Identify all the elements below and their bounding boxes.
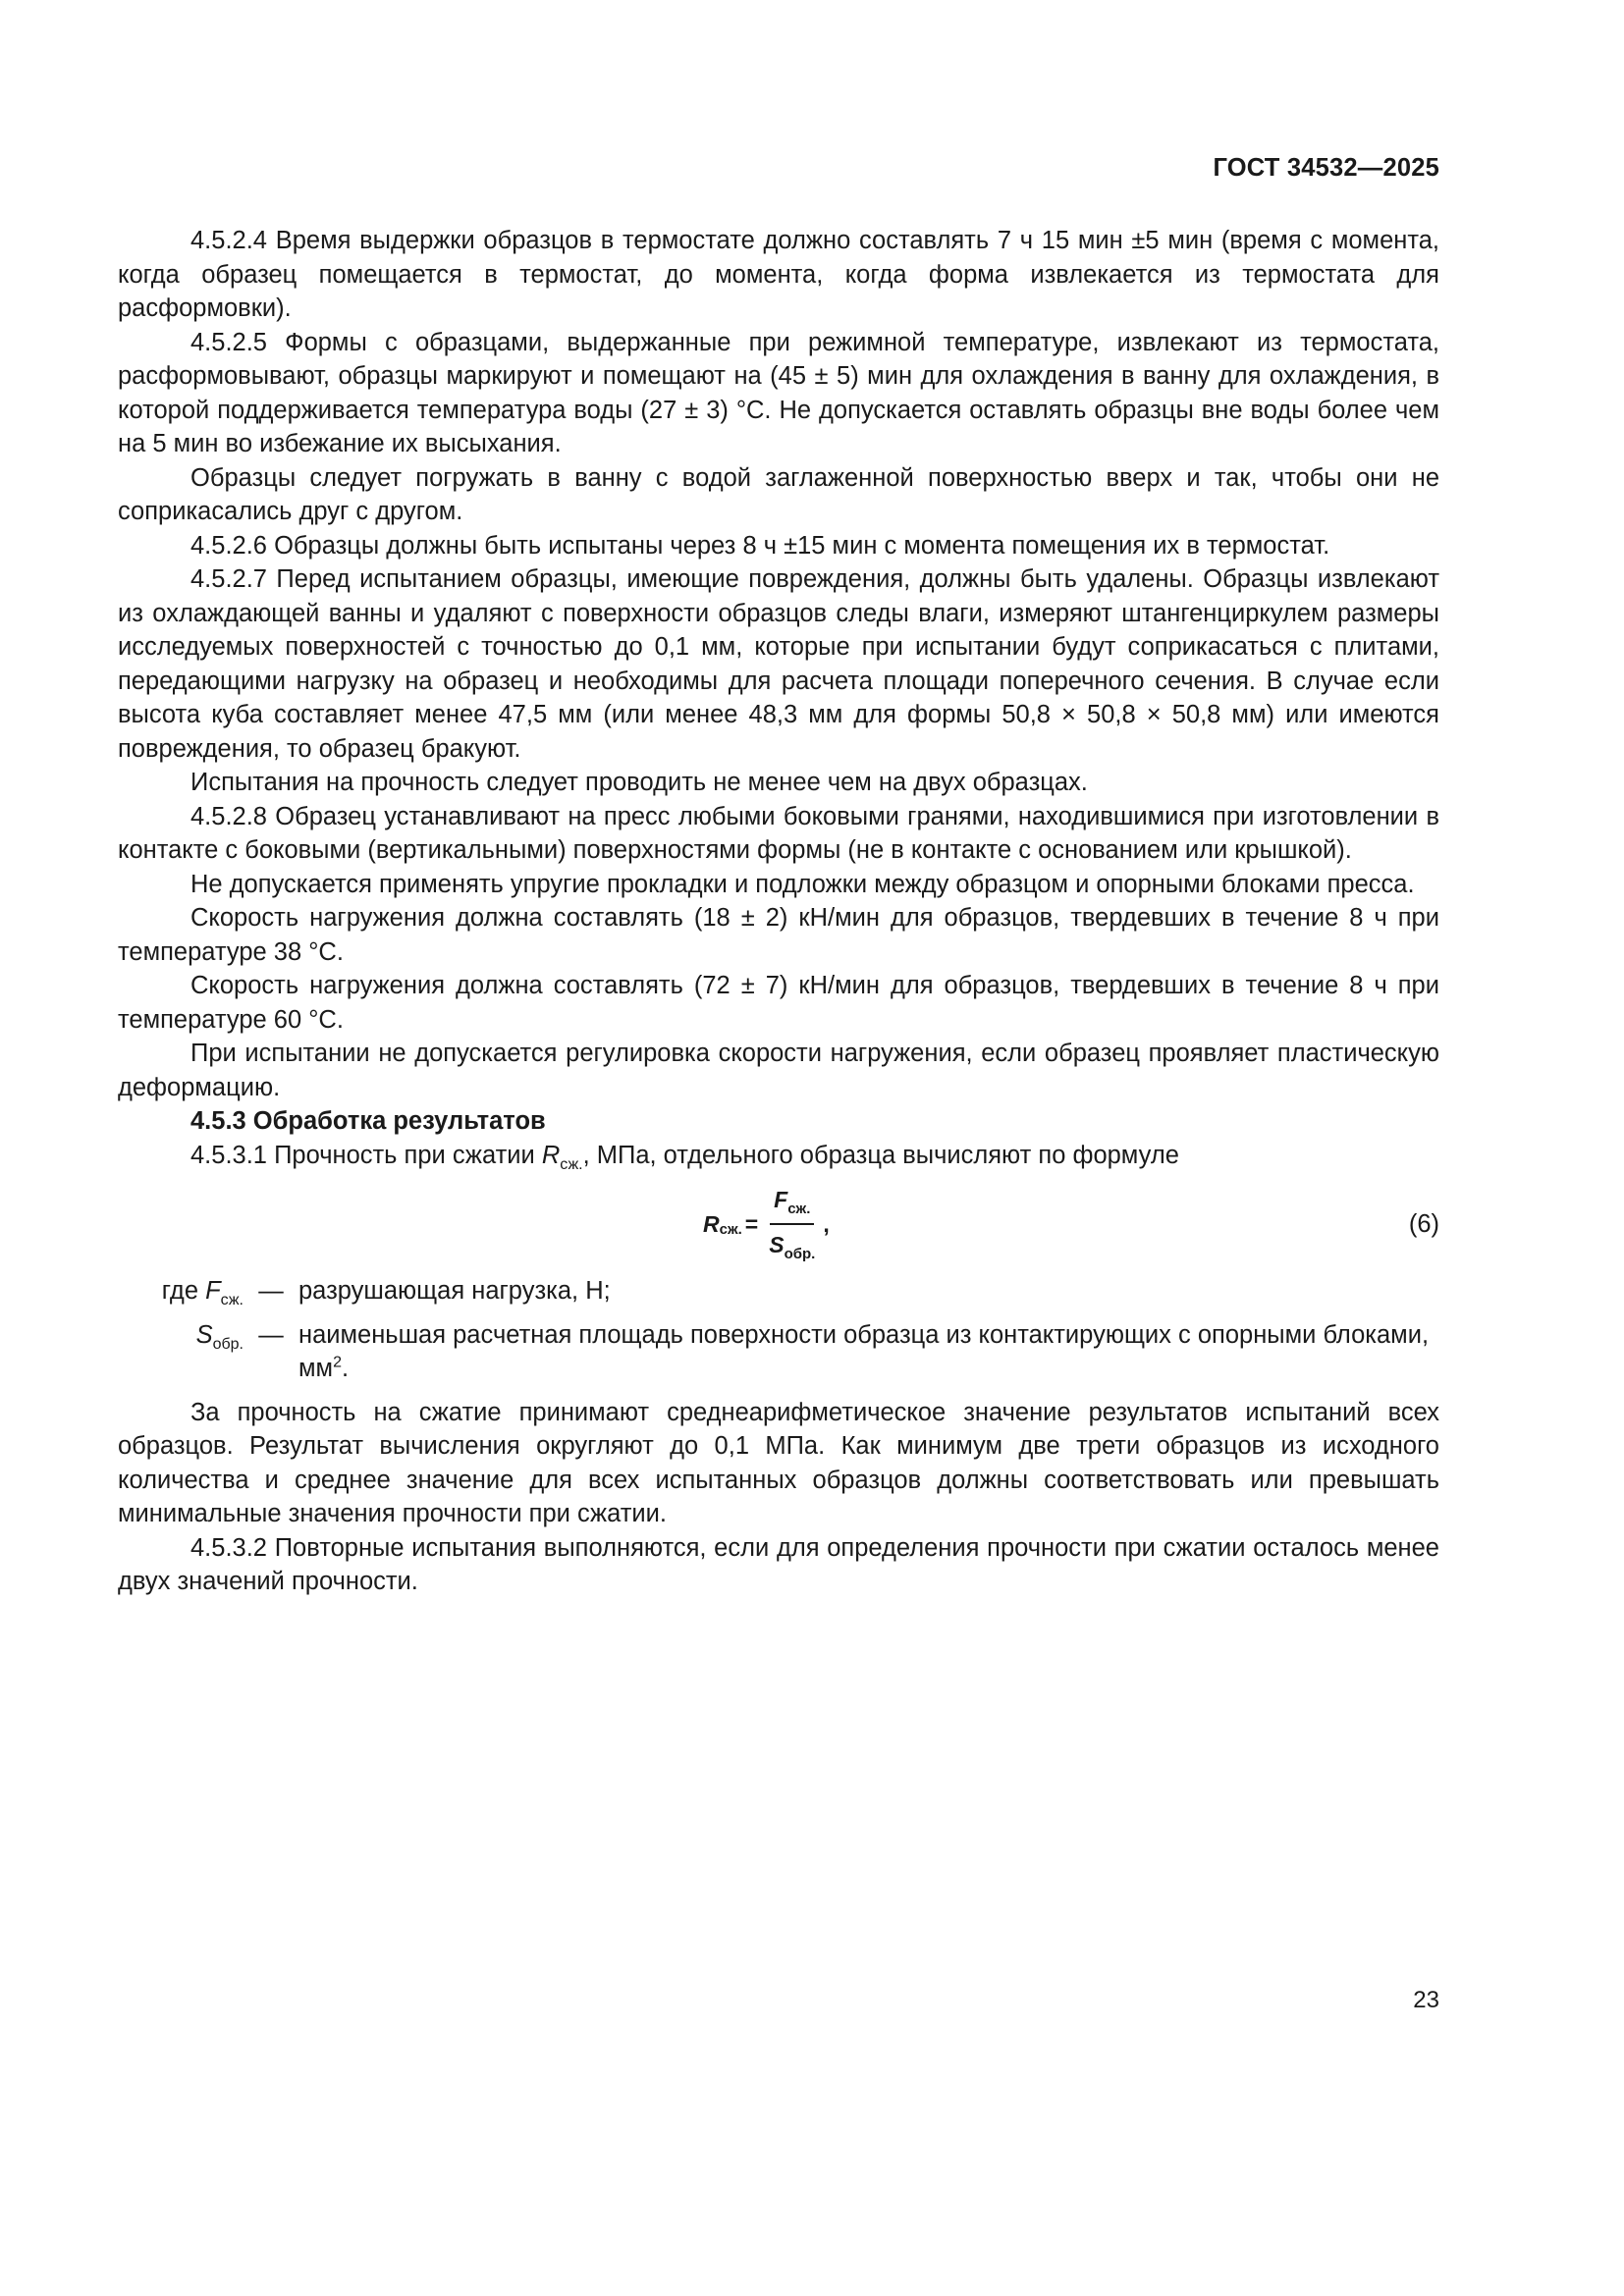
paragraph: Образцы следует погружать в ванну с водой заглаженной поверхностью вверх и так, чтобы они не соприкасались друг с другом.: [118, 463, 1439, 525]
formula-comma: ,: [823, 1210, 830, 1237]
paragraph: При испытании не допускается регулировка скорости нагружения, если образец проявляет пластическую деформацию.: [118, 1040, 1439, 1101]
page-number: 23: [1413, 1987, 1439, 2013]
formula-num-sub: сж.: [787, 1201, 811, 1217]
formula-denominator: [765, 1225, 819, 1266]
formula-6: [118, 1184, 1439, 1264]
where-item: [118, 1318, 1439, 1386]
paragraph: 4.5.2.7 Перед испытанием образцы, имеющие повреждения, должны быть удалены. Образцы извлекают из охлаждающей ванны и удаляют с поверхности образцов следы влаги, измеряют штангенциркулем размеры исследуемых поверхностей с точностью до 0,1 мм, которые при испытании будут соприкасаться с плитами, передающими нагрузку на образец и необходимы для расчета площади поперечного сечения. В случае если высота куба составляет менее 47,5 мм (или менее 48,3 мм для формы 50,8 × 50,8 × 50,8 мм) или имеются повреждения, то образец бракуют.: [118, 565, 1439, 763]
paragraph: 4.5.2.8 Образец устанавливают на пресс любыми боковыми гранями, находившимися при изготовлении в контакте с боковыми (вертикальными) поверхностями формы (не в контакте с основанием или крышкой).: [118, 802, 1439, 864]
intro-sub: сж.: [560, 1155, 583, 1173]
paragraph: Испытания на прочность следует проводить не менее чем на двух образцах.: [190, 769, 1088, 796]
where-sub: обр.: [212, 1335, 244, 1353]
where-prefix: где: [161, 1277, 206, 1305]
where-list: [118, 1274, 1439, 1386]
formula-body: [703, 1187, 830, 1262]
formula-equals: =: [744, 1210, 759, 1237]
where-item: [118, 1274, 1439, 1312]
where-def-end: .: [341, 1355, 350, 1382]
document-header: ГОСТ 34532—2025: [1213, 154, 1439, 182]
formula-intro: [118, 1139, 1439, 1177]
paragraph: За прочность на сжатие принимают среднеарифметическое значение результатов испытаний всех образцов. Результат вычисления округляют до 0,1 МПа. Как минимум две трети образцов из исходного количества и среднее значение для всех испытанных образцов должны соответствовать или превышать минимальные значения прочности при сжатии.: [118, 1398, 1439, 1527]
formula-numerator: [770, 1183, 814, 1225]
formula-num-var: F: [774, 1187, 788, 1212]
paragraph: 4.5.3.2 Повторные испытания выполняются, если для определения прочности при сжатии осталось менее двух значений прочности.: [118, 1533, 1439, 1595]
where-sub: сж.: [220, 1292, 244, 1308]
where-var: F: [205, 1277, 221, 1305]
where-var: S: [195, 1320, 213, 1349]
formula-den-var: S: [769, 1231, 785, 1257]
paragraph: 4.5.2.4 Время выдержки образцов в термостате должно составлять 7 ч 15 мин ±5 мин (время с момента, когда образец помещается в термостат, до момента, когда форма извлекается из термостата для расформовки).: [118, 227, 1439, 322]
where-definition: [298, 1318, 1439, 1386]
paragraph: Скорость нагружения должна составлять (72 ± 7) кН/мин для образцов, твердевших в течение 8 ч при температуре 60 °С.: [118, 972, 1439, 1034]
paragraph: 4.5.2.5 Формы с образцами, выдержанные при режимной температуре, извлекают из термостата, расформовывают, образцы маркируют и помещают на (45 ± 5) мин для охлаждения в ванну для охлаждения, в которой поддерживается температура воды (27 ± 3) °С. Не допускается оставлять образцы вне воды более чем на 5 мин во избежание их высыхания.: [118, 328, 1439, 457]
intro-text-end: , МПа, отдельного образца вычисляют по формуле: [582, 1141, 1179, 1169]
paragraph: Скорость нагружения должна составлять (18 ± 2) кН/мин для образцов, твердевших в течение 8 ч при температуре 38 °С.: [118, 904, 1439, 966]
where-definition: [298, 1274, 1439, 1308]
intro-text: 4.5.3.1 Прочность при сжатии: [190, 1141, 542, 1169]
where-def-text: разрушающая нагрузка, Н;: [298, 1277, 611, 1305]
section-heading: 4.5.3 Обработка результатов: [190, 1107, 546, 1135]
where-dash: —: [258, 1277, 284, 1305]
formula-lhs-var: R: [703, 1210, 720, 1237]
where-dash: —: [258, 1320, 284, 1349]
where-symbol: [118, 1318, 244, 1357]
paragraph: 4.5.2.6 Образцы должны быть испытаны через 8 ч ±15 мин с момента помещения их в термостат.: [190, 531, 1330, 560]
intro-var: R: [541, 1141, 561, 1169]
formula-fraction: [765, 1183, 819, 1265]
formula-number: (6): [1408, 1210, 1439, 1238]
where-def-text: наименьшая расчетная площадь поверхности образца из контактирующих с опорными блоками, мм: [298, 1320, 1430, 1382]
where-def-sup: 2: [333, 1354, 342, 1371]
formula-den-sub: обр.: [784, 1245, 816, 1262]
formula-lhs-sub: сж.: [719, 1220, 742, 1238]
where-symbol: [118, 1274, 244, 1312]
paragraph: Не допускается применять упругие прокладки и подложки между образцом и опорными блоками пресса.: [190, 870, 1415, 898]
document-body: [118, 224, 1439, 1599]
